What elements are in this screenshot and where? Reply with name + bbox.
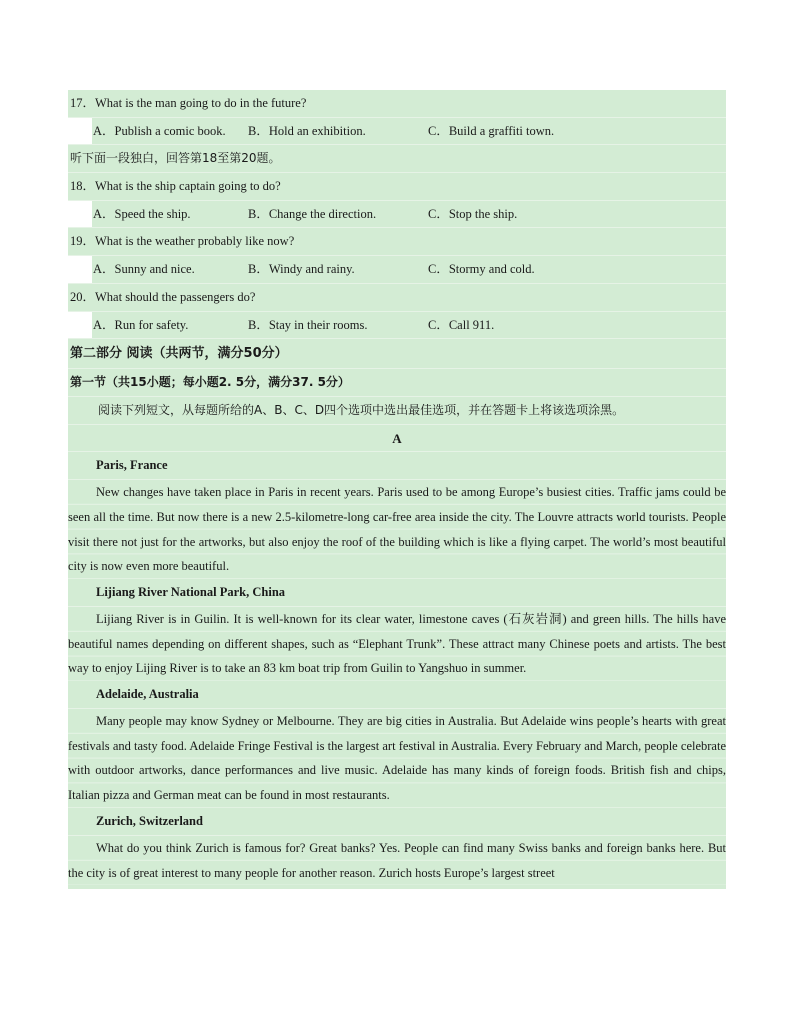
option-b: B．Windy and rainy. <box>248 262 355 277</box>
monologue-instruction: 听下面一段独白，回答第18至第20题。 <box>68 145 726 173</box>
passage-text-adelaide: Many people may know Sydney or Melbourne. They are big cities in Australia. But Adelaide wins people’s hearts with great festivals and tasty food. Adelaide Fringe Festival is the largest art festival in Australia. Every February and March, people celebrate with outdoor artworks, dance performances and live music. Adelaide has many kinds of foreign foods. British fish and chips, Italian pizza and German meat can be found in most restaurants. <box>68 709 726 808</box>
option-b: B．Hold an exhibition. <box>248 123 366 138</box>
question-18: 18．What is the ship captain going to do? <box>68 173 726 201</box>
option-a: A．Speed the ship. <box>93 206 191 221</box>
question-17-options <box>68 118 726 146</box>
option-c: C．Stormy and cold. <box>428 262 535 277</box>
option-b: B．Change the direction. <box>248 206 377 221</box>
passage-heading-lijiang: Lijiang River National Park, China <box>68 579 726 607</box>
question-19-options <box>68 256 726 284</box>
option-c: C．Call 911. <box>428 317 495 332</box>
option-a: A．Publish a comic book. <box>93 123 226 138</box>
passage-heading-paris: Paris, France <box>68 452 726 480</box>
section-one-title: 第一节（共15小题；每小题2. 5分，满分37. 5分） <box>68 369 726 397</box>
passage-label: A <box>68 425 726 453</box>
passage-text-zurich: What do you think Zurich is famous for? Great banks? Yes. People can find many Swiss banks and foreign banks here. But the city is of great interest to many people for another reason. Zurich hosts Europe’s largest street <box>68 836 726 886</box>
option-a: A．Run for safety. <box>93 317 189 332</box>
option-b: B．Stay in their rooms. <box>248 317 368 332</box>
reading-instruction: 阅读下列短文，从每题所给的A、B、C、D四个选项中选出最佳选项，并在答题卡上将该选项涂黑。 <box>68 397 726 425</box>
passage-heading-adelaide: Adelaide, Australia <box>68 681 726 709</box>
question-17: 17．What is the man going to do in the future? <box>68 90 726 118</box>
question-18-options <box>68 201 726 229</box>
question-20-options <box>68 312 726 340</box>
part-two-title: 第二部分 阅读（共两节，满分50分） <box>68 339 726 369</box>
passage-heading-zurich: Zurich, Switzerland <box>68 808 726 836</box>
option-a: A．Sunny and nice. <box>93 262 195 277</box>
exam-page <box>68 90 726 889</box>
option-c: C．Build a graffiti town. <box>428 123 555 138</box>
passage-text-paris: New changes have taken place in Paris in recent years. Paris used to be among Europe’s busiest cities. Traffic jams could be seen all the time. But now there is a new 2.5-kilometre-long car-free area inside the city. The Louvre attracts world tourists. People visit there not just for the artworks, but also enjoy the roof of the building which is like a flying carpet. The world’s most beautiful city is now even more beautiful. <box>68 480 726 579</box>
option-c: C．Stop the ship. <box>428 206 518 221</box>
passage-text-lijiang: Lijiang River is in Guilin. It is well-known for its clear water, limestone caves (石灰岩洞) and green hills. The hills have beautiful names depending on different shapes, such as “Elephant Trunk”. These attract many Chinese poets and artists. The best way to enjoy Lijing River is to take an 83 km boat trip from Guilin to Yangshuo in summer. <box>68 607 726 681</box>
question-19: 19．What is the weather probably like now? <box>68 228 726 256</box>
question-20: 20．What should the passengers do? <box>68 284 726 312</box>
